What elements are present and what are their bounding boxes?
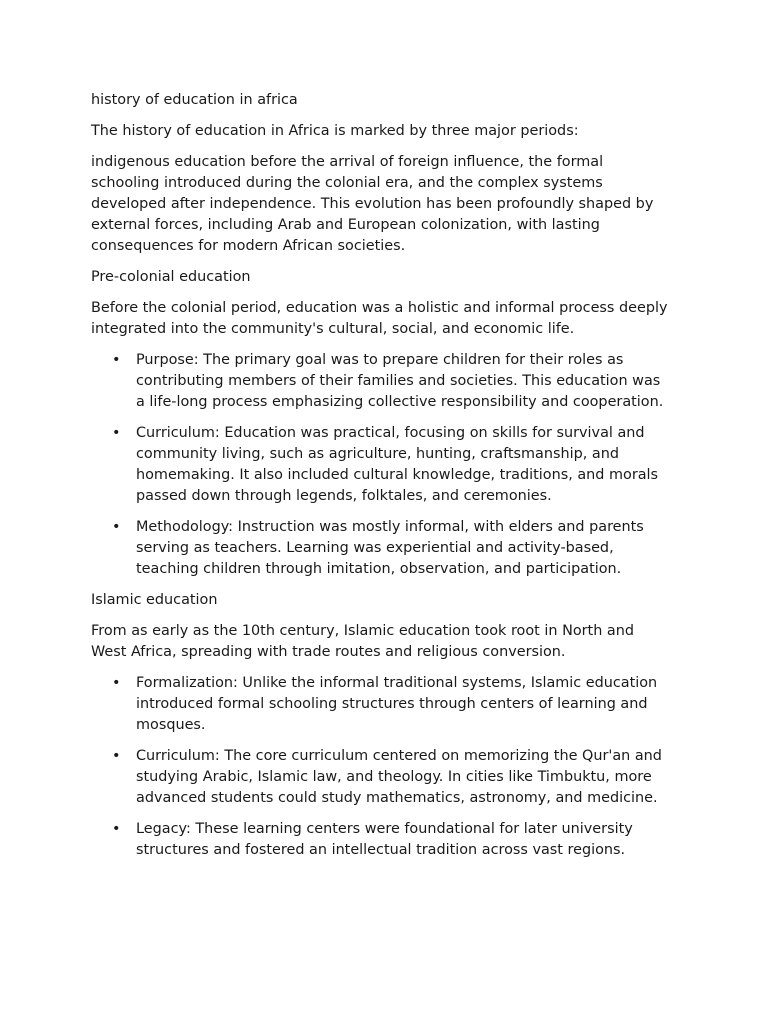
section-paragraph: From as early as the 10th century, Islamic education took root in North and West Africa, spreading with trade routes and religious conversion.	[91, 623, 634, 660]
bullet-list	[91, 350, 671, 580]
intro-paragraph: The history of education in Africa is marked by three major periods:	[91, 123, 579, 139]
list-item	[112, 673, 671, 736]
bullet-icon: •	[112, 519, 121, 535]
bullet-icon: •	[112, 675, 121, 691]
intro-detail-paragraph: indigenous education before the arrival of foreign influence, the formal schooling introduced during the colonial era, and the complex systems developed after independence. This evolution has been profoundly shaped by external forces, including Arab and European colonization, with lasting consequences for modern African societies.	[91, 154, 654, 254]
list-item	[112, 746, 671, 809]
section-heading: Pre-colonial education	[91, 269, 251, 285]
bullet-list	[91, 673, 671, 861]
document-page	[91, 90, 671, 871]
list-item-text: Curriculum: Education was practical, focusing on skills for survival and community living, such as agriculture, hunting, craftsmanship, and homemaking. It also included cultural knowledge, traditions, and morals passed down through legends, folktales, and ceremonies.	[136, 425, 659, 504]
list-item	[112, 350, 671, 413]
list-item-text: Curriculum: The core curriculum centered on memorizing the Qur'an and studying Arabic, Islamic law, and theology. In cities like Timbuktu, more advanced students could study mathematics, astronomy, and medicine.	[136, 748, 662, 806]
list-item	[112, 423, 671, 507]
section-paragraph: Before the colonial period, education was a holistic and informal process deeply integrated into the community's cultural, social, and economic life.	[91, 300, 668, 337]
list-item-text: Methodology: Instruction was mostly informal, with elders and parents serving as teachers. Learning was experiential and activity-based, teaching children through imitation, observation, and participation.	[136, 519, 644, 577]
list-item	[112, 819, 671, 861]
bullet-icon: •	[112, 425, 121, 441]
document-title: history of education in africa	[91, 92, 298, 108]
list-item-text: Purpose: The primary goal was to prepare children for their roles as contributing members of their families and societies. This education was a life-long process emphasizing collective responsibility and cooperation.	[136, 352, 664, 410]
bullet-icon: •	[112, 748, 121, 764]
section-heading: Islamic education	[91, 592, 218, 608]
bullet-icon: •	[112, 821, 121, 837]
list-item-text: Formalization: Unlike the informal traditional systems, Islamic education introduced formal schooling structures through centers of learning and mosques.	[136, 675, 658, 733]
list-item	[112, 517, 671, 580]
bullet-icon: •	[112, 352, 121, 368]
list-item-text: Legacy: These learning centers were foundational for later university structures and fostered an intellectual tradition across vast regions.	[136, 821, 633, 858]
